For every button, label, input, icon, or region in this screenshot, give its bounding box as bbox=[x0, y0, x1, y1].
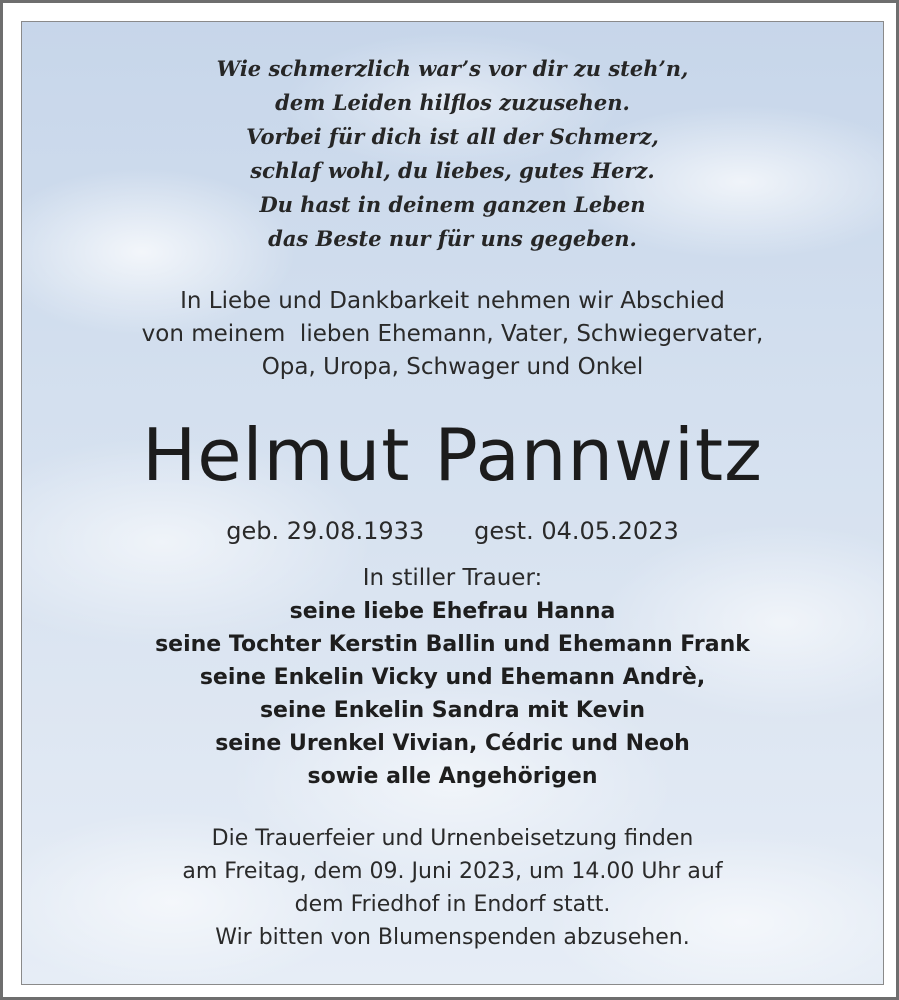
farewell-intro bbox=[22, 285, 883, 384]
poem-line: schlaf wohl, du liebes, gutes Herz. bbox=[250, 158, 655, 183]
ceremony-info bbox=[22, 822, 883, 954]
mourning-heading: In stiller Trauer: bbox=[362, 565, 543, 591]
intro-line: von meinem lieben Ehemann, Vater, Schwiegervater, bbox=[141, 321, 764, 347]
poem-line: das Beste nur für uns gegeben. bbox=[268, 226, 637, 251]
birth-date: geb. 29.08.1933 bbox=[226, 517, 425, 545]
mourner-line: seine liebe Ehefrau Hanna bbox=[289, 599, 616, 624]
poem-line: Vorbei für dich ist all der Schmerz, bbox=[246, 124, 659, 149]
ceremony-line: Wir bitten von Blumenspenden abzusehen. bbox=[215, 925, 690, 950]
mourner-line: seine Urenkel Vivian, Cédric und Neoh bbox=[215, 731, 690, 756]
mourner-line: seine Enkelin Sandra mit Kevin bbox=[259, 698, 646, 723]
ceremony-line: dem Friedhof in Endorf statt. bbox=[294, 892, 611, 917]
poem-line: Wie schmerzlich war’s vor dir zu steh’n, bbox=[216, 56, 689, 81]
obituary-card bbox=[21, 21, 884, 985]
poem-line: dem Leiden hilflos zuzusehen. bbox=[275, 90, 630, 115]
mourner-line: sowie alle Angehörigen bbox=[307, 764, 598, 789]
mourners-list bbox=[22, 595, 883, 793]
mourner-line: seine Enkelin Vicky und Ehemann Andrè, bbox=[199, 665, 706, 690]
life-dates bbox=[22, 514, 883, 548]
mourner-line: seine Tochter Kerstin Ballin und Ehemann Frank bbox=[155, 632, 750, 657]
intro-line: In Liebe und Dankbarkeit nehmen wir Abschied bbox=[180, 288, 725, 314]
poem-line: Du hast in deinem ganzen Leben bbox=[259, 192, 646, 217]
ceremony-line: Die Trauerfeier und Urnenbeisetzung finden bbox=[211, 826, 694, 851]
memorial-poem bbox=[22, 52, 883, 256]
death-date: gest. 04.05.2023 bbox=[474, 517, 679, 545]
deceased-name: Helmut Pannwitz bbox=[142, 413, 763, 497]
intro-line: Opa, Uropa, Schwager und Onkel bbox=[261, 354, 644, 380]
ceremony-line: am Freitag, dem 09. Juni 2023, um 14.00 Uhr auf bbox=[182, 859, 723, 884]
